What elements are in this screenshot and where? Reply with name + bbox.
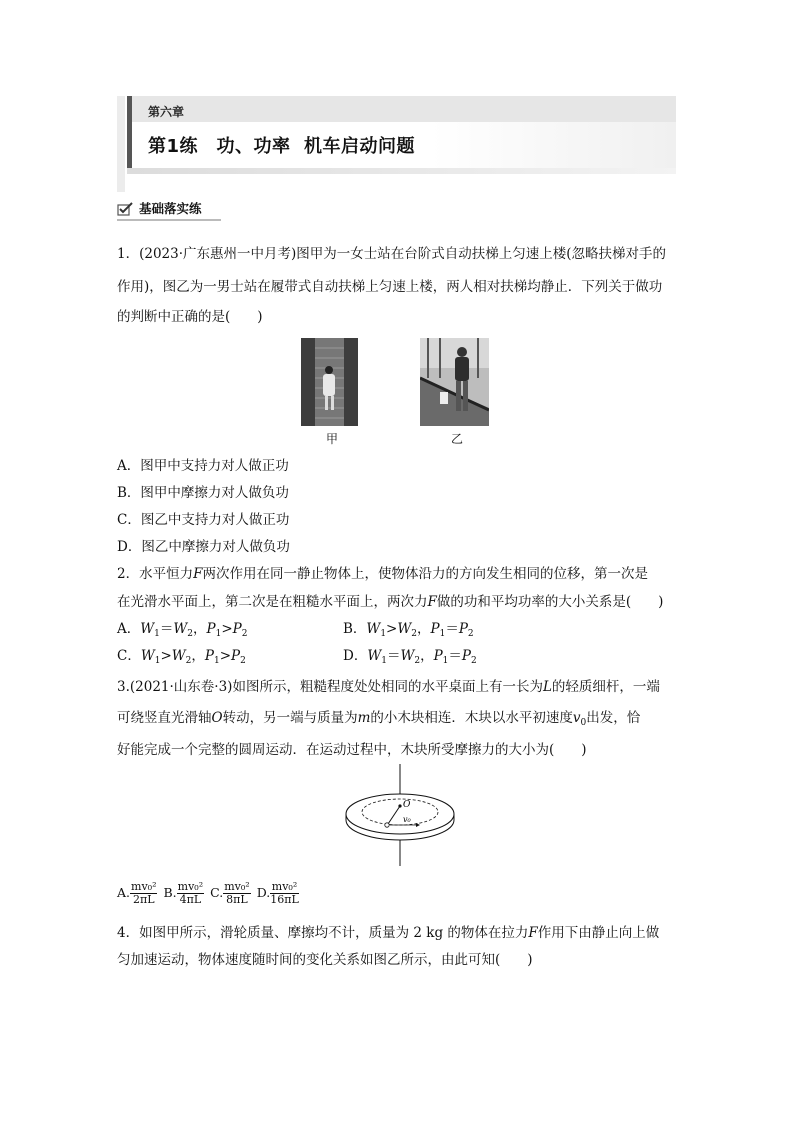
q1-line1: 1．(2023·广东惠州一中月考)图甲为一女士站在台阶式自动扶梯上匀速上楼(忽略扶梯对手的: [117, 246, 667, 262]
velocity-label: v₀: [403, 815, 411, 824]
q3-line3: 好能完成一个完整的圆周运动．在运动过程中，木块所受摩擦力的大小为( ): [117, 742, 587, 758]
chapter-banner: [117, 96, 676, 192]
q1-option-b: B．图甲中摩擦力对人做负功: [117, 485, 289, 501]
q2-line2: [117, 590, 677, 610]
rotation-figure: [342, 762, 458, 868]
q1-option-c: C．图乙中支持力对人做正功: [117, 512, 290, 528]
q1-option-a: A．图甲中支持力对人做正功: [117, 458, 289, 474]
mass-symbol: m: [357, 710, 371, 726]
q3-option-b: B. $\frac{\text{mv₀²}}{4\pi L}$: [163, 879, 204, 906]
q3-line2: [117, 706, 677, 728]
escalator-photo-a: [301, 338, 358, 426]
q1-line3: 的判断中正确的是( ): [117, 309, 263, 325]
q2-option-b: B．$W_1>W_2$，$P_1=P_2$: [343, 621, 474, 639]
q3-line1-start: 3.(2021·山东卷·3)如图所示，粗糙程度处处相同的水平桌面上有一长为: [117, 679, 543, 695]
q1-option-d: D．图乙中摩擦力对人做负功: [117, 539, 290, 555]
section-underline: [117, 219, 221, 221]
banner-accent-bar: [127, 96, 132, 168]
section-label: 基础落实练: [139, 201, 202, 216]
q3-line2-a: 可绕竖直光滑轴: [117, 710, 212, 726]
center-label: O: [403, 800, 411, 810]
q2-option-c: C．$W_1>W_2$，$P_1>P_2$: [117, 648, 246, 666]
length-symbol: L: [542, 679, 552, 695]
q3-options: [117, 876, 299, 910]
q3-option-a: A. $\frac{\text{mv₀²}}{2\pi L}$: [117, 879, 157, 906]
force-symbol: F: [528, 925, 538, 941]
axis-symbol: O: [211, 710, 223, 726]
q2-line1-start: 2．水平恒力: [117, 566, 194, 582]
banner-left-shade: [117, 96, 125, 192]
checkmark-icon: [117, 201, 133, 215]
q1-line2: 作用)，图乙为一男士站在履带式自动扶梯上匀速上楼，两人相对扶梯均静止．下列关于做功: [117, 279, 663, 295]
q2-line1: [117, 562, 677, 582]
velocity-symbol: v: [572, 710, 581, 726]
chapter-label: 第六章: [148, 105, 185, 119]
q4-line1-end: 作用下由静止向上做: [537, 925, 660, 941]
option-letter: D．: [343, 648, 368, 664]
q3-line2-b: 转动，另一端与质量为: [222, 710, 358, 726]
q3-option-c: C. $\frac{\text{mv₀²}}{8\pi L}$: [210, 879, 250, 906]
q2-option-a: A．$W_1=W_2$，$P_1>P_2$: [117, 621, 248, 639]
q3-line1-end: 的轻质细杆，一端: [551, 679, 660, 695]
q4-line1: [117, 921, 677, 941]
escalator-photo-b: [420, 338, 489, 426]
q4-line1-start: 4．如图甲所示，滑轮质量、摩擦均不计，质量为 2 kg 的物体在拉力: [117, 925, 529, 941]
section-heading: [117, 198, 202, 218]
caption-jia: 甲: [326, 432, 339, 446]
banner-top-strip: [127, 96, 676, 122]
q3-line1: [117, 675, 677, 695]
velocity-subscript: 0: [580, 718, 587, 728]
q2-line2-end: 做的功和平均功率的大小关系是( ): [436, 594, 664, 610]
option-letter: A．: [117, 621, 141, 637]
q3-line2-d: 出发，恰: [586, 710, 641, 726]
q3-option-d: D. $\frac{\text{mv₀²}}{16\pi L}$: [256, 879, 299, 906]
q4-line2: 匀加速运动，物体速度随时间的变化关系如图乙所示，由此可知( ): [117, 952, 533, 968]
caption-yi: 乙: [451, 432, 464, 446]
force-symbol: F: [427, 594, 437, 610]
banner-bottom-strip: [127, 168, 676, 174]
page-title: 第1练 功、功率 机车启动问题: [148, 136, 416, 157]
force-symbol: F: [193, 566, 203, 582]
option-letter: B．: [343, 621, 367, 637]
q2-option-d: D．$W_1=W_2$，$P_1=P_2$: [343, 648, 477, 666]
option-letter: C．: [117, 648, 141, 664]
q3-line2-c: 的小木块相连．木块以水平初速度: [370, 710, 573, 726]
q2-line2-start: 在光滑水平面上，第二次是在粗糙水平面上，两次力: [117, 594, 428, 610]
q2-line1-end: 两次作用在同一静止物体上，使物体沿力的方向发生相同的位移，第一次是: [202, 566, 648, 582]
